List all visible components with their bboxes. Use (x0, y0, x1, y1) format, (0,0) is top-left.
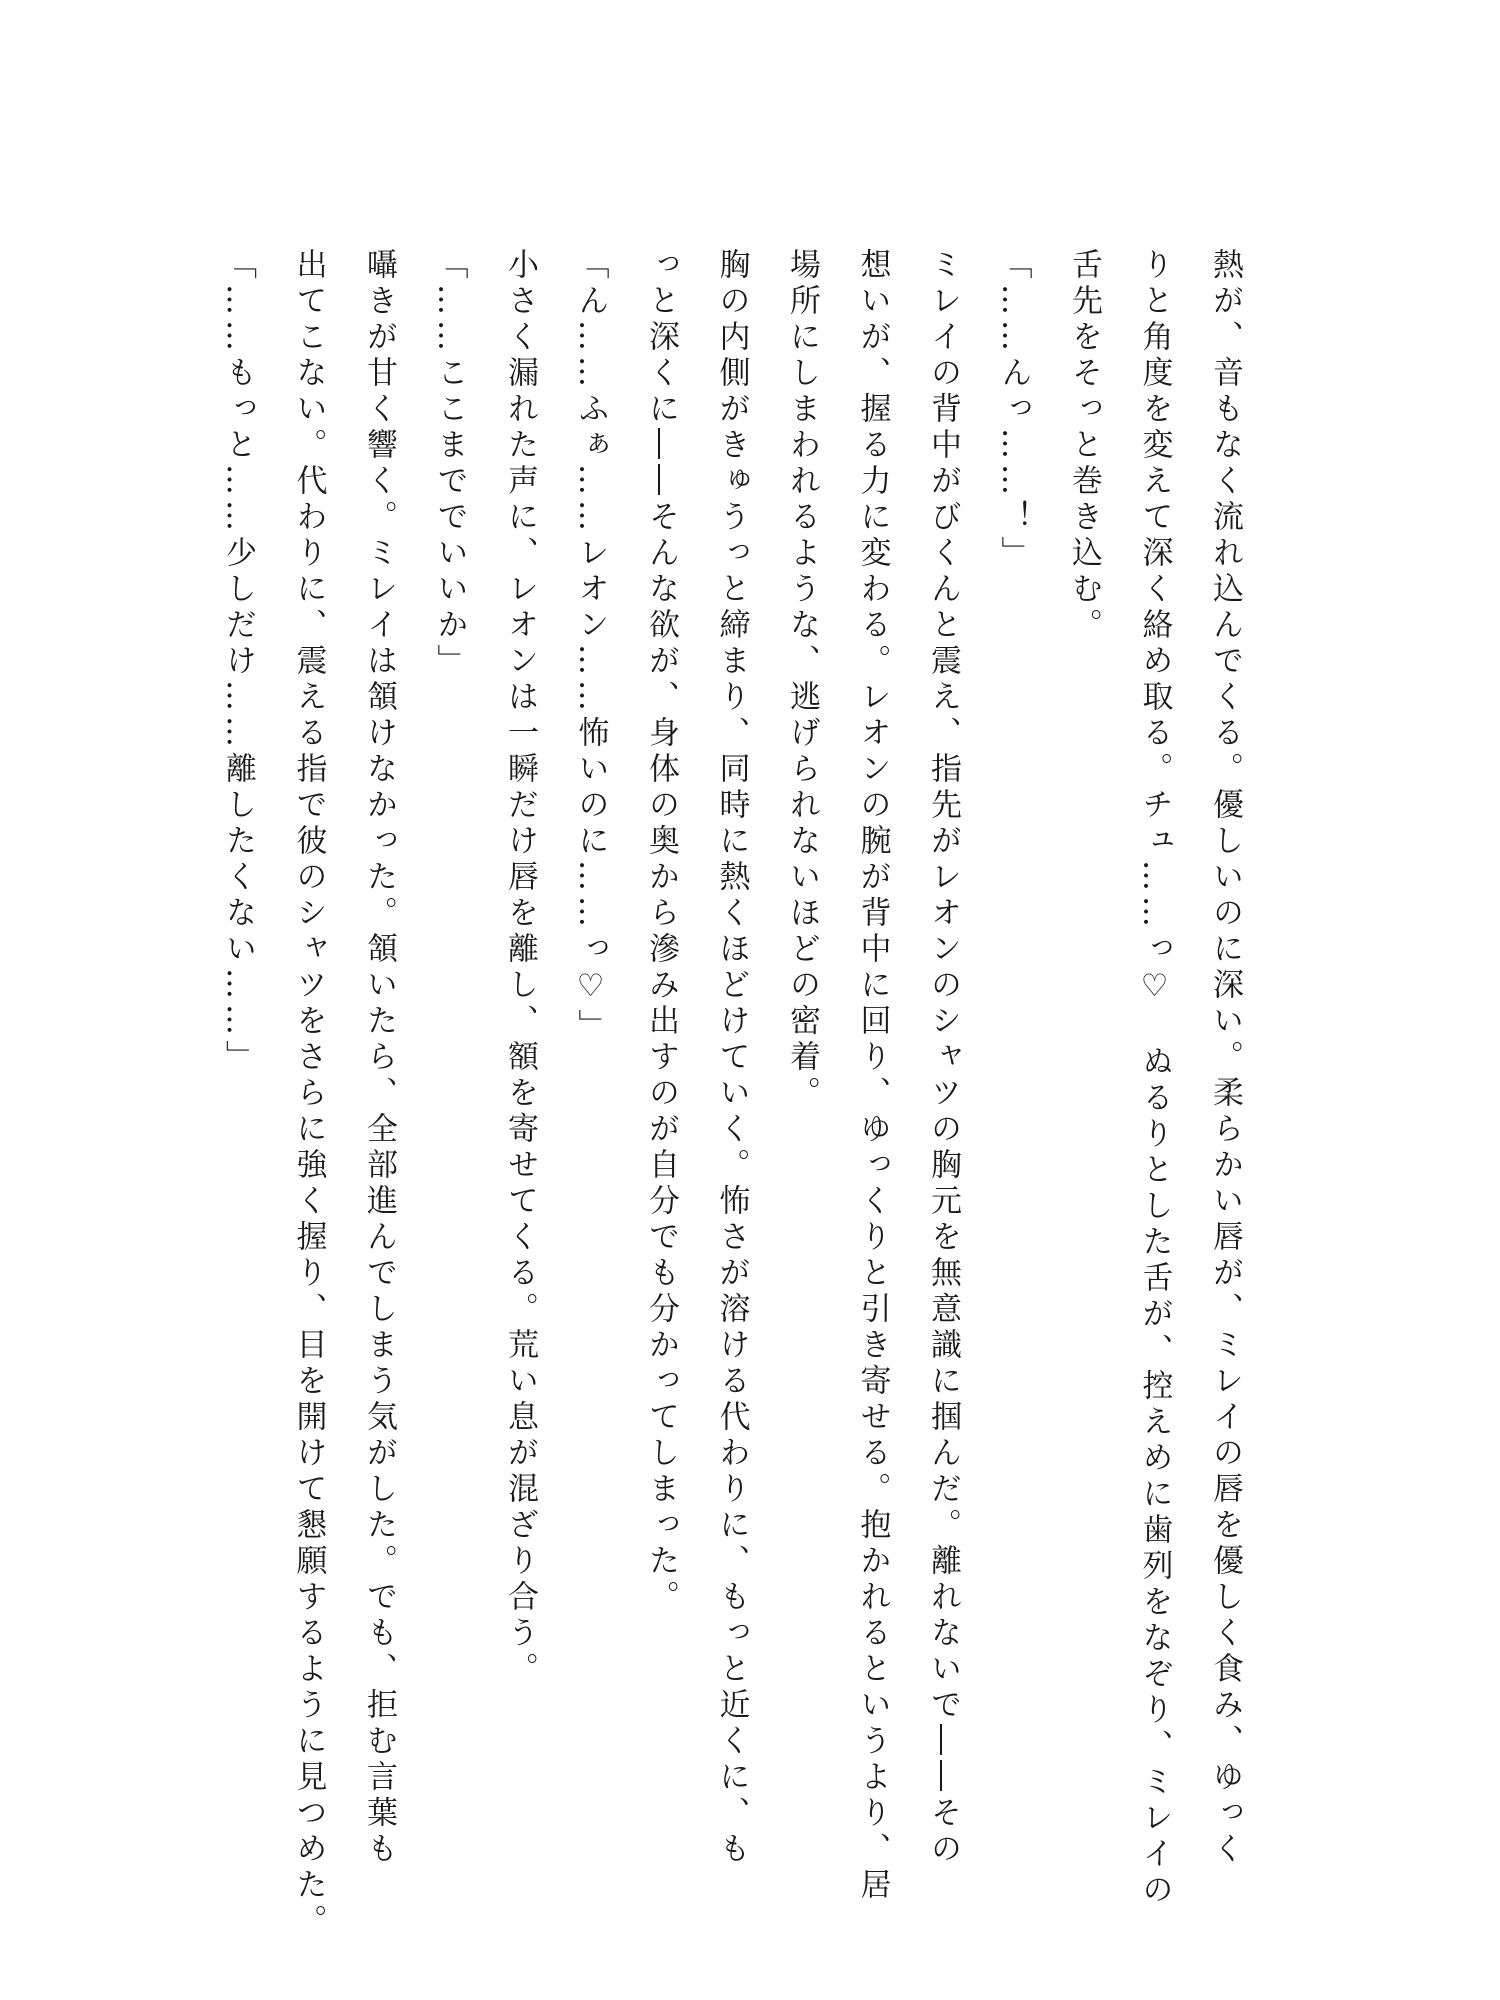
text-line-3: 舌先をそっと巻き込む。 (1066, 248, 1102, 644)
text-line-14: 出てこない。代わりに、震える指で彼のシャツをさらに強く握り、目を開けて懇願するように見つめた。 (290, 248, 327, 1940)
text-line-6: 想いが、握る力に変わる。レオンの腕が背中に回り、ゆっくりと引き寄せる。抱かれるというより、居 (854, 248, 891, 1904)
text-line-12: 「……ここまででいいか」 (431, 248, 468, 680)
text-line-5: ミレイの背中がびくんと震え、指先がレオンのシャツの胸元を無意識に掴んだ。離れないで――その (925, 248, 961, 1868)
text-line-15: 「……もっと……少しだけ……離したくない……」 (220, 248, 256, 1076)
text-line-9: っと深くに――そんな欲が、身体の奥から滲み出すのが自分でも分かってしまった。 (643, 248, 679, 1616)
text-line-4: 「……んっ……！」 (995, 248, 1032, 572)
text-line-11: 小さく漏れた声に、レオンは一瞬だけ唇を離し、額を寄せてくる。荒い息が混ざり合う。 (502, 248, 538, 1688)
text-line-7: 場所にしまわれるような、逃げられないほどの密着。 (784, 248, 820, 1112)
text-line-13: 囁きが甘く響く。ミレイは頷けなかった。頷いたら、全部進んでしまう気がした。でも、拒む言葉も (361, 248, 397, 1868)
text-line-1: 熱が、音もなく流れ込んでくる。優しいのに深い。柔らかい唇が、ミレイの唇を優しく食み、ゆっく (1207, 248, 1243, 1868)
text-line-2: りと角度を変えて深く絡め取る。チュ……っ♡ ぬるりとした舌が、控えめに歯列をなぞり、ミレイの (1136, 248, 1173, 1909)
text-line-10: 「ん……ふぁ……レオン……怖いのに……っ♡」 (572, 248, 609, 1045)
text-line-8: 胸の内側がきゅうっと締まり、同時に熱くほどけていく。怖さが溶ける代わりに、もっと近くに、も (713, 248, 750, 1868)
vertical-text-body (203, 248, 1261, 1940)
